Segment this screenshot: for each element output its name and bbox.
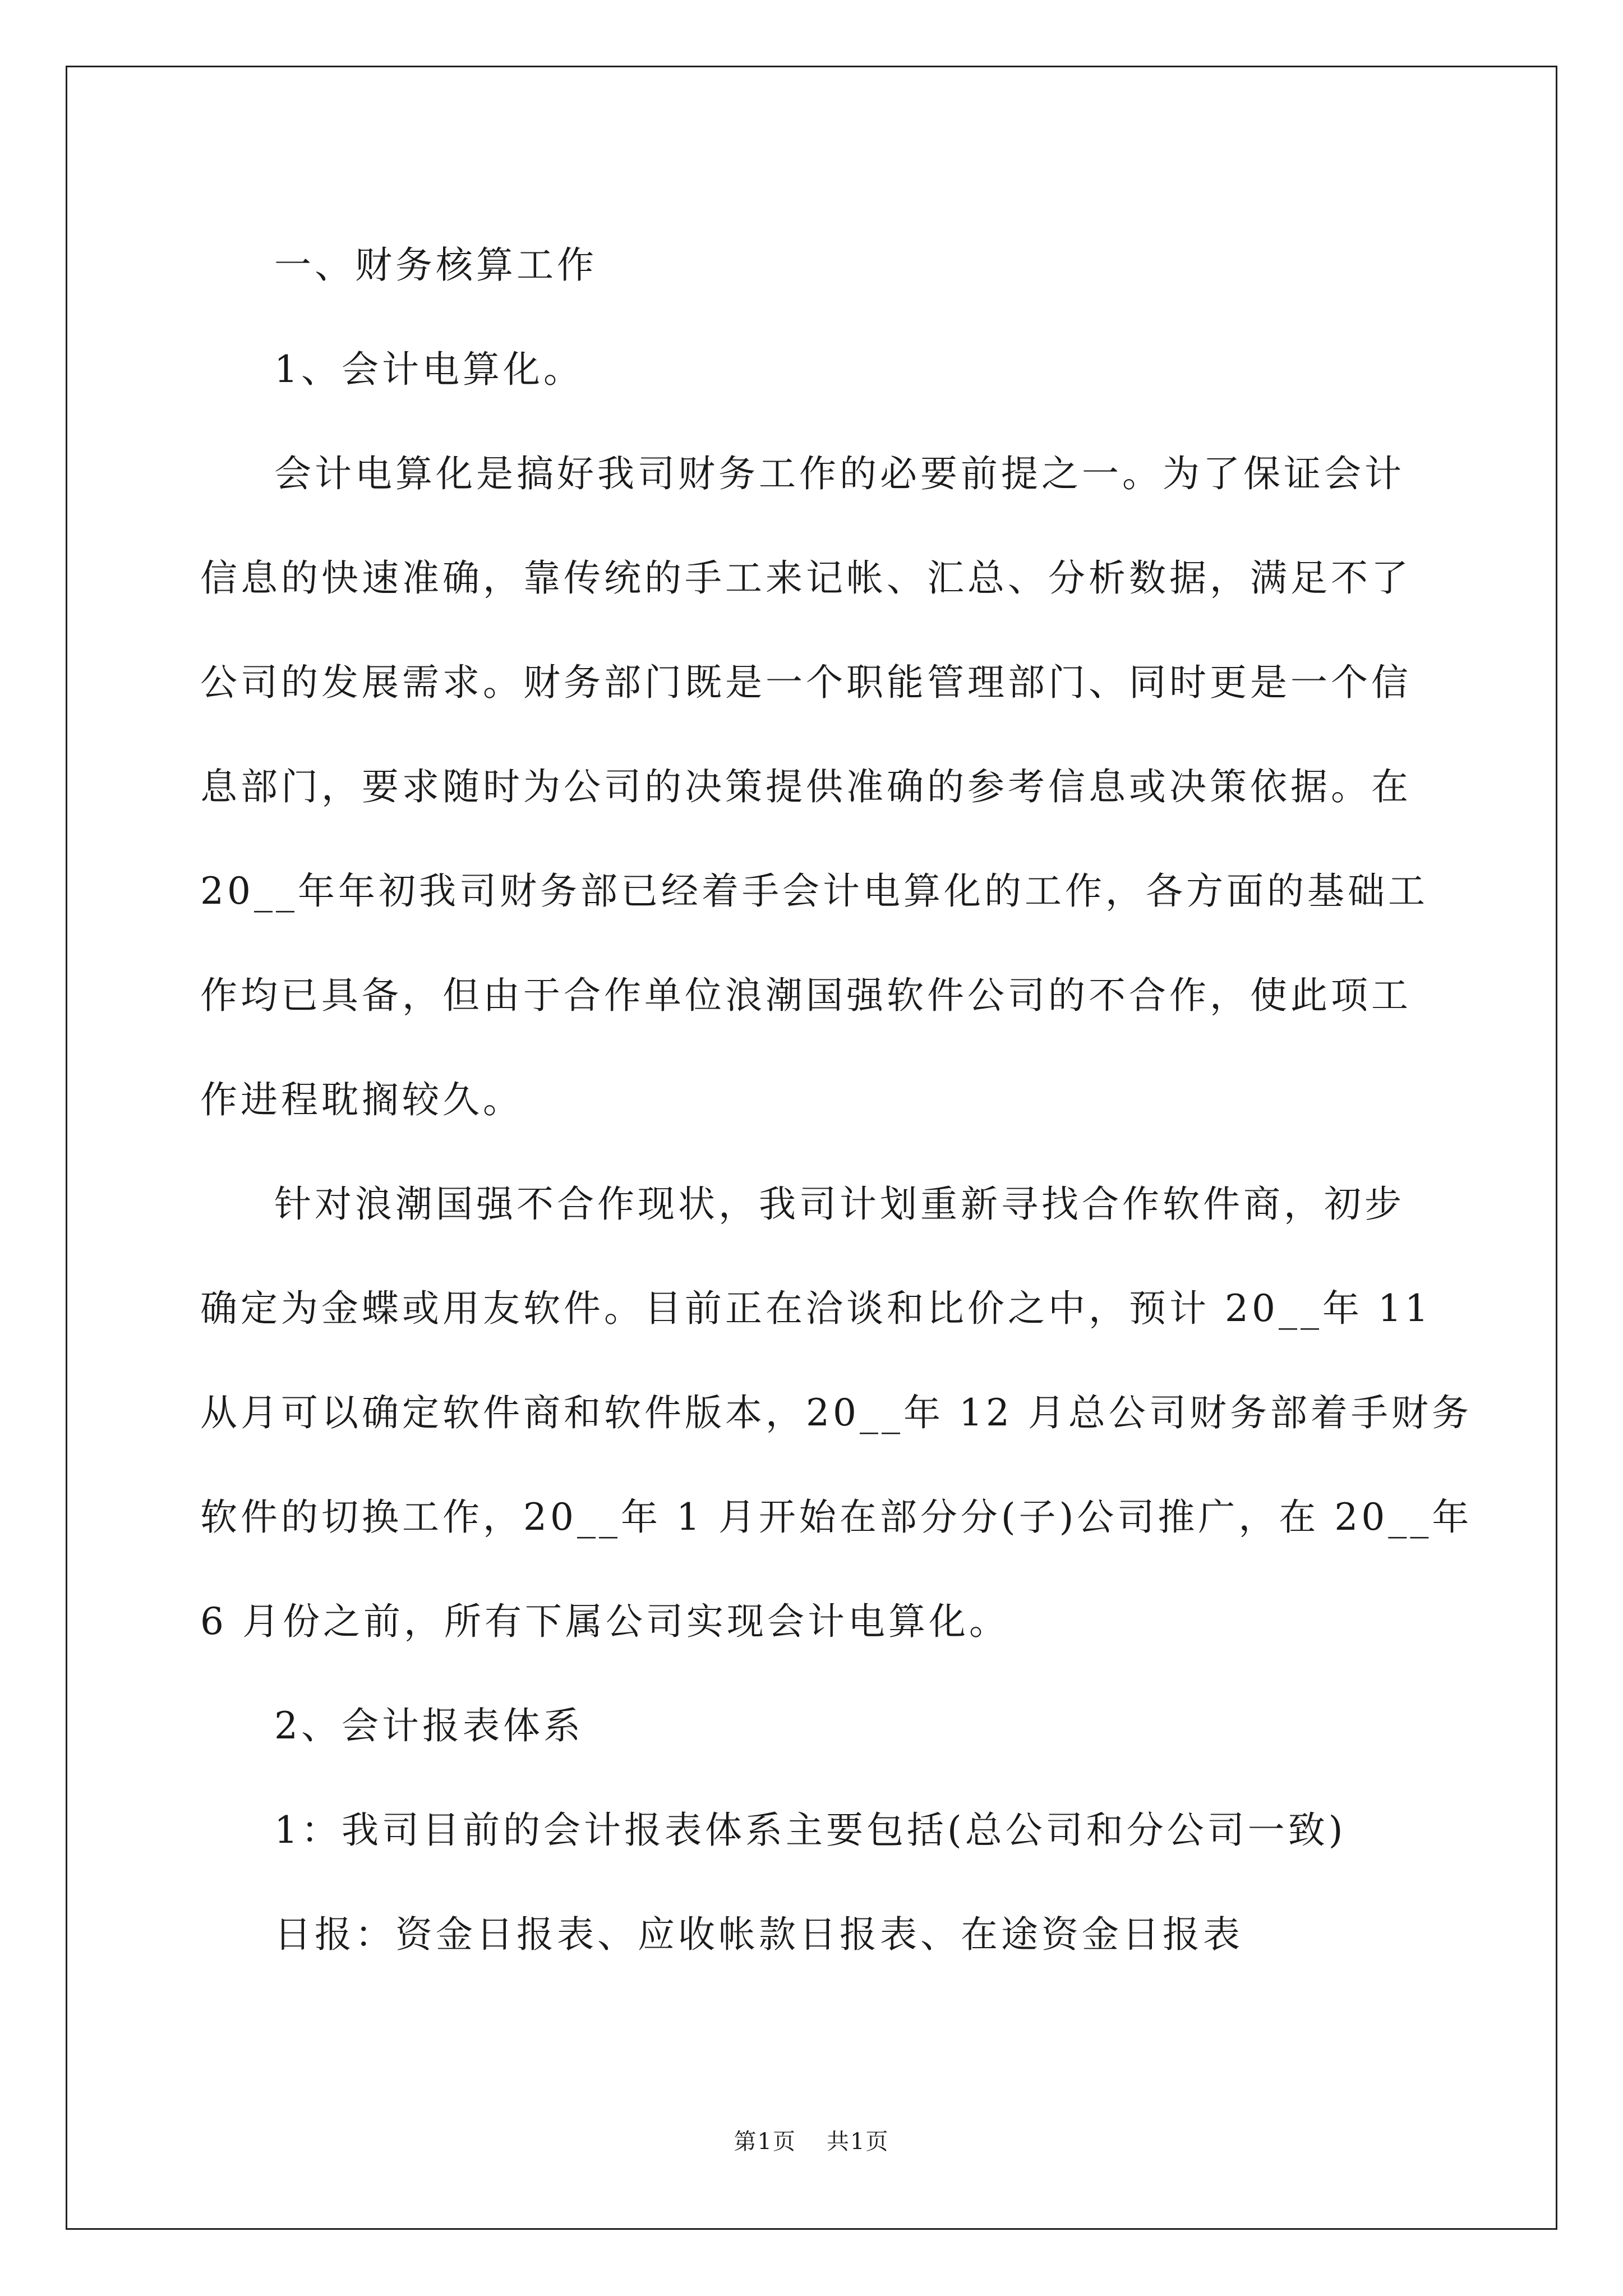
paragraph-line: 息部门，要求随时为公司的决策提供准确的参考信息或决策依据。在 [200, 765, 1412, 808]
section-heading: 一、财务核算工作 [274, 243, 597, 287]
paragraph-line: 从月可以确定软件商和软件版本，20__年 12 月总公司财务部着手财务 [200, 1391, 1472, 1434]
paragraph-line: 1：我司目前的会计报表体系主要包括(总公司和分公司一致) [274, 1809, 1347, 1852]
paragraph-line: 针对浪潮国强不合作现状，我司计划重新寻找合作软件商，初步 [274, 1182, 1405, 1226]
page-footer [0, 2125, 1623, 2159]
paragraph-line: 6 月份之前，所有下属公司实现会计电算化。 [200, 1600, 1009, 1643]
page-number: 第1页 [734, 2129, 796, 2155]
paragraph-line: 确定为金蝶或用友软件。目前正在洽谈和比价之中，预计 20__年 11 [200, 1287, 1432, 1330]
subsection-heading: 2、会计报表体系 [274, 1704, 584, 1747]
paragraph-line: 会计电算化是搞好我司财务工作的必要前提之一。为了保证会计 [274, 452, 1405, 495]
paragraph-line: 信息的快速准确，靠传统的手工来记帐、汇总、分析数据，满足不了 [200, 556, 1412, 600]
paragraph-line: 公司的发展需求。财务部门既是一个职能管理部门、同时更是一个信 [200, 661, 1412, 704]
paragraph-line: 作均已具备，但由于合作单位浪潮国强软件公司的不合作，使此项工 [200, 974, 1412, 1017]
paragraph-line: 软件的切换工作，20__年 1 月开始在部分分(子)公司推广，在 20__年 [200, 1496, 1473, 1539]
paragraph-line: 日报：资金日报表、应收帐款日报表、在途资金日报表 [274, 1913, 1243, 1956]
page-total: 共1页 [827, 2129, 889, 2155]
document-body [200, 213, 1473, 1987]
subsection-heading: 1、会计电算化。 [274, 348, 584, 391]
paragraph-line: 20__年年初我司财务部已经着手会计电算化的工作，各方面的基础工 [200, 869, 1428, 913]
paragraph-line: 作进程耽搁较久。 [200, 1078, 523, 1121]
